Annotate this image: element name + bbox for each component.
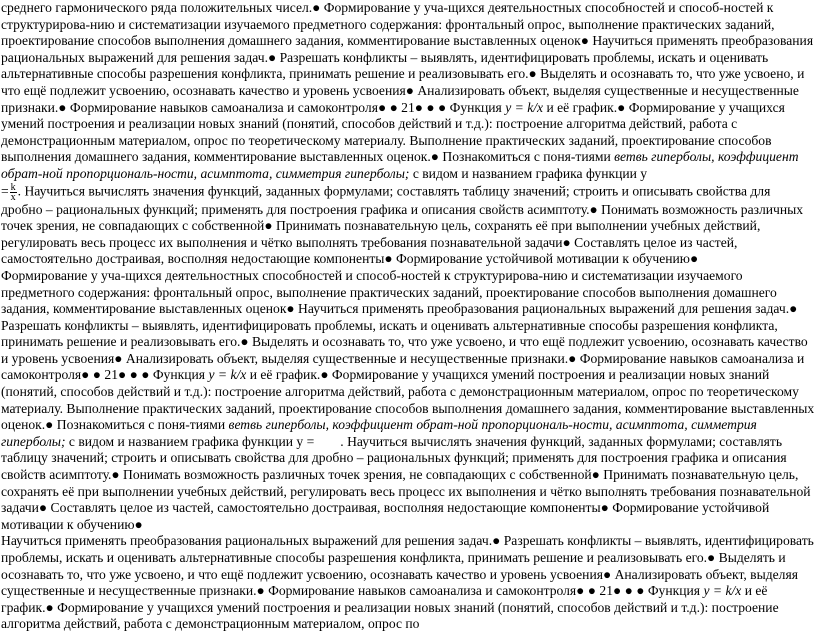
p3-tail: и её график.● Формирование у учащихся умений построения и реализации новых знаний (понятий, способов действий и т.д.): построение алгоритма действий, работа с демонстрационным материалом, опрос по (1, 583, 779, 632)
p2-function: y = k/x (208, 367, 247, 383)
p3-function: y = k/x (703, 583, 742, 599)
p1-mid: и её график.● Формирование у учащихся умений построения и реализации новых знаний (понятий, способов действий и т.д.): построение алгоритма действий, работа с демонстрационным материалом, опрос по теоретическому материалу. Выполнение практических заданий, проектирование способов выполнения домашнего задания, комментирование выставленных оценок.● Познакомиться с поня-тиями (1, 99, 785, 165)
paragraph-3 (0, 533, 816, 633)
p1-function: y = k/x (505, 99, 544, 115)
fraction (10, 183, 17, 202)
paragraph-2 (0, 268, 816, 534)
p2-mid: и её график.● Формирование у учащихся умений построения и реализации новых знаний (понятий, способов действий и т.д.): построение алгоритма действий, работа с демонстрационным материалом, опрос по теоретическому материалу. Выполнение практических заданий, проектирование способов выполнения домашнего задания, комментирование выставленных оценок.● Познакомиться с поня-тиями (1, 367, 815, 433)
paragraph-1 (0, 0, 816, 268)
p1-lead: среднего гармонического ряда положительных чисел.● Формирование у уча-щихся деятельностных способностей и способ-ностей к структурирова-нию и систематизации изучаемого предметного содержания: фронтальный опрос, выполнение практических заданий, проектирование способов выполнения домашнего задания, комментирование выставленных оценок● Научиться применять преобразования рациональных выражений для решения задач.● Разрешать конфликты – выявлять, идентифицировать проблемы, искать и оценивать альтернативные способы разрешения конфликта, принимать решение и реализовывать его.● Выделять и осознавать то, что уже усвоено, и что ещё подлежит усвоению, осознавать качество и уровень усвоения● Анализировать объект, выделяя существенные и несущественные признаки.● Формирование навыков самоанализа и самоконтроля● ● 21● ● ● Функция (1, 0, 814, 115)
p1-terms: ветвь гиперболы, коэффициент обрат-ной пропорциональ-ности, асимптота, симметрия гиперболы; (1, 149, 799, 181)
fraction-numerator: k (10, 181, 16, 193)
p3-lead: Научиться применять преобразования рациональных выражений для решения задач.● Разрешать конфликты – выявлять, идентифицировать проблемы, искать и оценивать альтернативные способы разрешения конфликта, принимать решение и реализовывать его.● Выделять и осознавать то, что уже усвоено, и что ещё подлежит усвоению, осознавать качество и уровень усвоения● Анализировать объект, выделяя существенные и несущественные признаки.● Формирование навыков самоанализа и самоконтроля● ● 21● ● ● Функция (1, 533, 814, 599)
p1-tail: с видом и названием графика функции y (409, 165, 648, 181)
p2-tail: с видом и названием графика функции y = (65, 433, 315, 449)
p2-lead: Формирование у уча-щихся деятельностных способностей и способ-ностей к структурирова-нию и систематизации изучаемого предметного содержания: фронтальный опрос, выполнение практических заданий, проектирование способов выполнения домашнего задания, комментирование выставленных оценок● Научиться применять преобразования рациональных выражений для решения задач.● Разрешать конфликты – выявлять, идентифицировать проблемы, искать и оценивать альтернативные способы разрешения конфликта, принимать решение и реализовывать его.● Выделять и осознавать то, что уже усвоено, и что ещё подлежит усвоению, осознавать качество и уровень усвоения● Анализировать объект, выделяя существенные и несущественные признаки.● Формирование навыков самоанализа и самоконтроля● ● 21● ● ● Функция (1, 267, 808, 383)
p2-terms: ветвь гиперболы, коэффициент обрат-ной пропорциональ-ности, асимптота, симметрия гиперболы; (1, 417, 757, 449)
fraction-denominator: x (10, 191, 16, 203)
p2-rest: . Научиться вычислять значения функций, заданных формулами; составлять таблицу значений; строить и описывать свойства для дробно – рациональных функций; применять для построения графика и описания свойств асимптоту.● Понимать возможность различных точек зрения, не совпадающих с собственной● Принимать познавательную цель, сохранять её при выполнении учебных действий, регулировать весь процесс их выполнения и чётко выполнять требования познавательной задачи● Составлять целое из частей, самостоятельно достраивая, восполняя недостающие компоненты● Формирование устойчивой мотивации к обучению● (1, 433, 811, 532)
p1-rest: . Научиться вычислять значения функций, заданных формулами; составлять таблицу значений; строить и описывать свойства для дробно – рациональных функций; применять для построения графика и описания свойств асимптоту.● Понимать возможность различных точек зрения, не совпадающих с собственной● Принимать познавательную цель, сохранять её при выполнении учебных действий, регулировать весь процесс их выполнения и чётко выполнять требования познавательной задачи● Составлять целое из частей, самостоятельно достраивая, восполняя недостающие компоненты● Формирование устойчивой мотивации к обучению● (1, 183, 804, 267)
p1-eq: = (1, 183, 9, 199)
